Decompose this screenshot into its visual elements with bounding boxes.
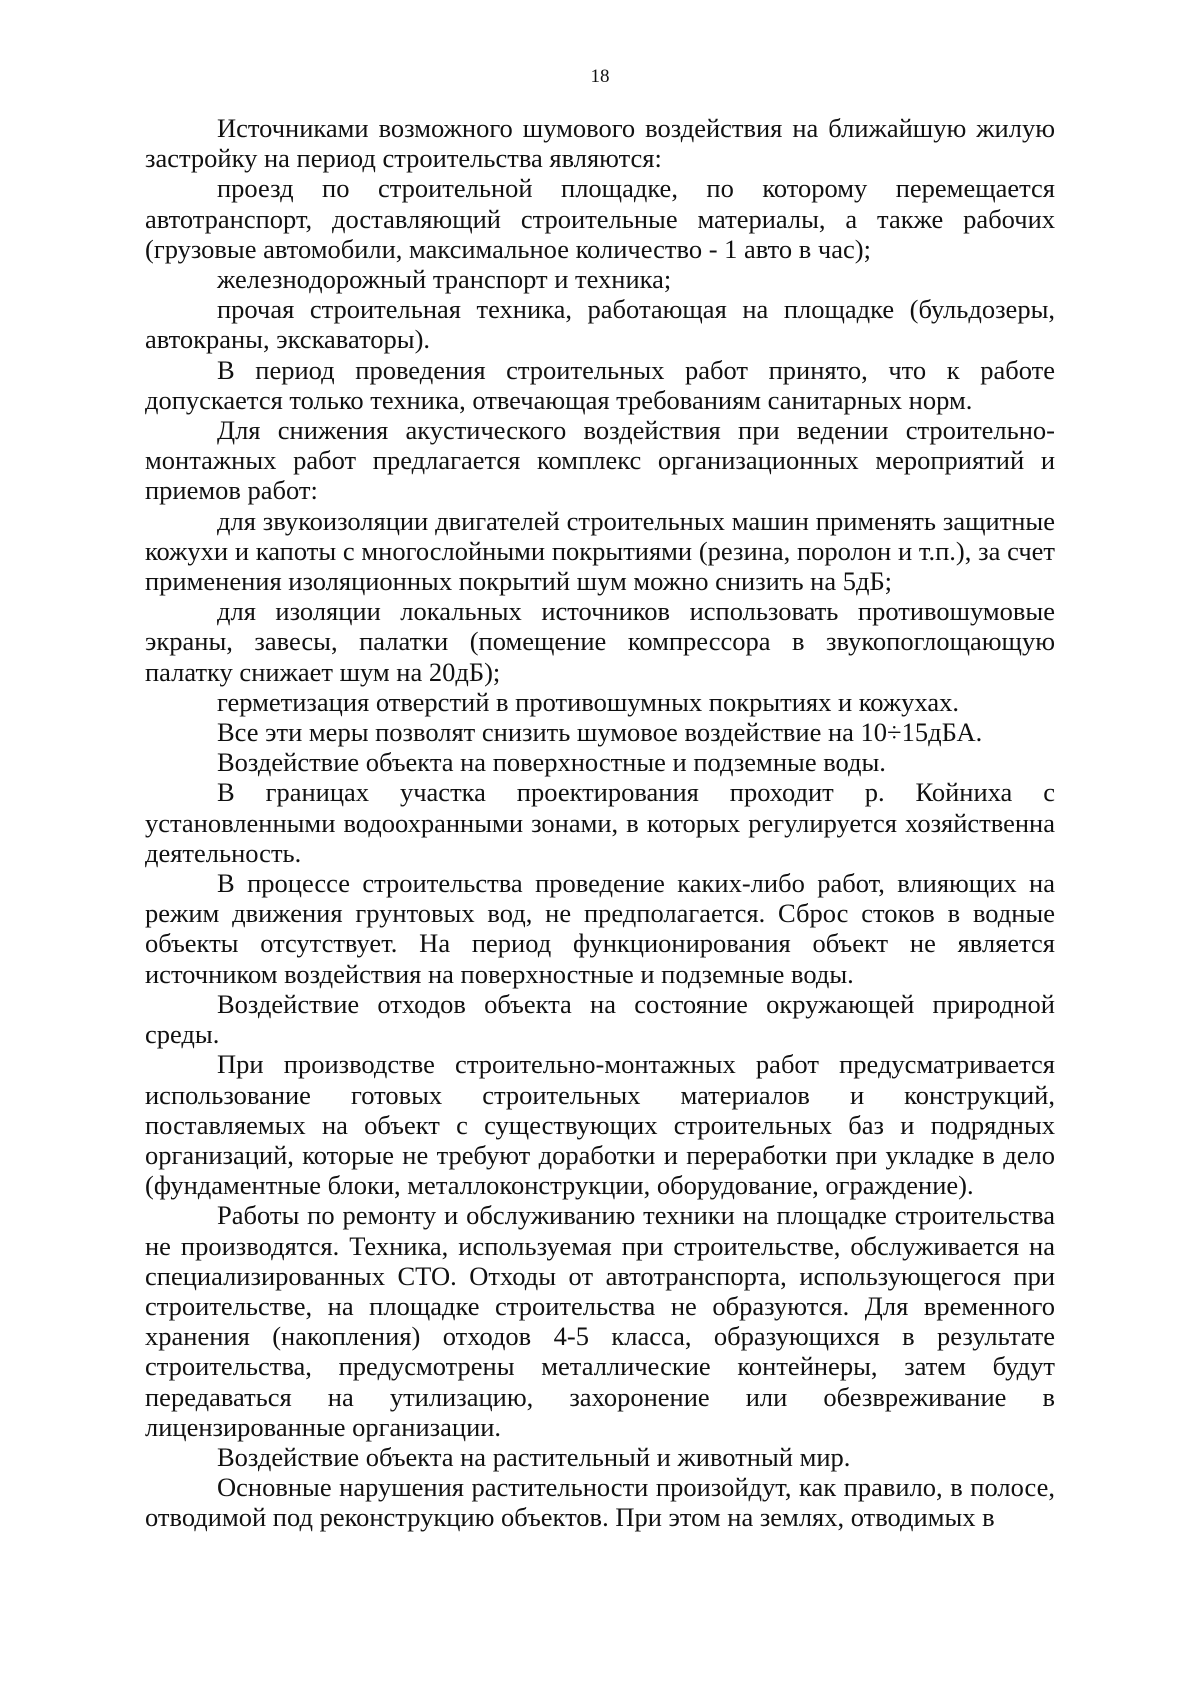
paragraph: Работы по ремонту и обслуживанию техники на площадке строительства не производятся. Техника, используемая при строительстве, обслуживается на специализированных СТО. Отходы от автотранспорта, использующегося при строительстве, на площадке строительства не образуются. Для временного хранения (накопления) отходов 4-5 класса, образующихся в результате строительства, предусмотрены металлические контейнеры, затем будут передаваться на утилизацию, захоронение или обезвреживание в лицензированные организации.	[145, 1200, 1055, 1442]
paragraph: железнодорожный транспорт и техника;	[217, 264, 672, 295]
paragraph: Воздействие отходов объекта на состояние окружающей природной среды.	[145, 988, 1055, 1050]
paragraph: для звукоизоляции двигателей строительных машин применять защитные кожухи и капоты с многослойными покрытиями (резина, поролон и т.п.), за счет применения изоляционных покрытий шум можно снизить на 5дБ;	[145, 505, 1055, 597]
paragraph: Основные нарушения растительности произойдут, как правило, в полосе, отводимой под реконструкцию объектов. При этом на землях, отводимых в	[145, 1472, 1055, 1533]
paragraph: прочая строительная техника, работающая на площадке (бульдозеры, автокраны, экскаваторы).	[145, 294, 1055, 355]
paragraph: Все эти меры позволят снизить шумовое воздействие на 10÷15дБА.	[217, 717, 983, 748]
paragraph: Источниками возможного шумового воздействия на ближайшую жилую застройку на период строительства являются:	[145, 113, 1055, 174]
paragraph: Для снижения акустического воздействия при ведении строительно-монтажных работ предлагается комплекс организационных мероприятий и приемов работ:	[145, 415, 1055, 506]
paragraph: Воздействие объекта на растительный и животный мир.	[217, 1441, 851, 1472]
paragraph: для изоляции локальных источников использовать противошумовые экраны, завесы, палатки (помещение компрессора в звукопоглощающую палатку снижает шум на 20дБ);	[145, 596, 1055, 687]
paragraph: При производстве строительно-монтажных работ предусматривается использование готовых строительных материалов и конструкций, поставляемых на объект с существующих строительных баз и подрядных организаций, которые не требуют доработки и переработки при укладке в дело (фундаментные блоки, металлоконструкции, оборудование, ограждение).	[145, 1049, 1055, 1201]
paragraph: В процессе строительства проведение каких-либо работ, влияющих на режим движения грунтовых вод, не предполагается. Сброс стоков в водные объекты отсутствует. На период функционирования объект не является источником воздействия на поверхностные и подземные воды.	[145, 868, 1055, 989]
paragraph: Воздействие объекта на поверхностные и подземные воды.	[217, 747, 886, 778]
paragraph: проезд по строительной площадке, по которому перемещается автотранспорт, доставляющий строительные материалы, а также рабочих (грузовые автомобили, максимальное количество - 1 авто в час);	[145, 173, 1055, 264]
paragraph: В период проведения строительных работ принято, что к работе допускается только техника, отвечающая требованиям санитарных норм.	[145, 354, 1055, 415]
paragraph: В границах участка проектирования проходит р. Койниха с установленными водоохранными зонами, в которых регулируется хозяйственна деятельность.	[145, 777, 1055, 868]
body-text	[145, 113, 1055, 1533]
paragraph: герметизация отверстий в противошумных покрытиях и кожухах.	[217, 686, 959, 717]
page-number: 18	[590, 66, 610, 87]
